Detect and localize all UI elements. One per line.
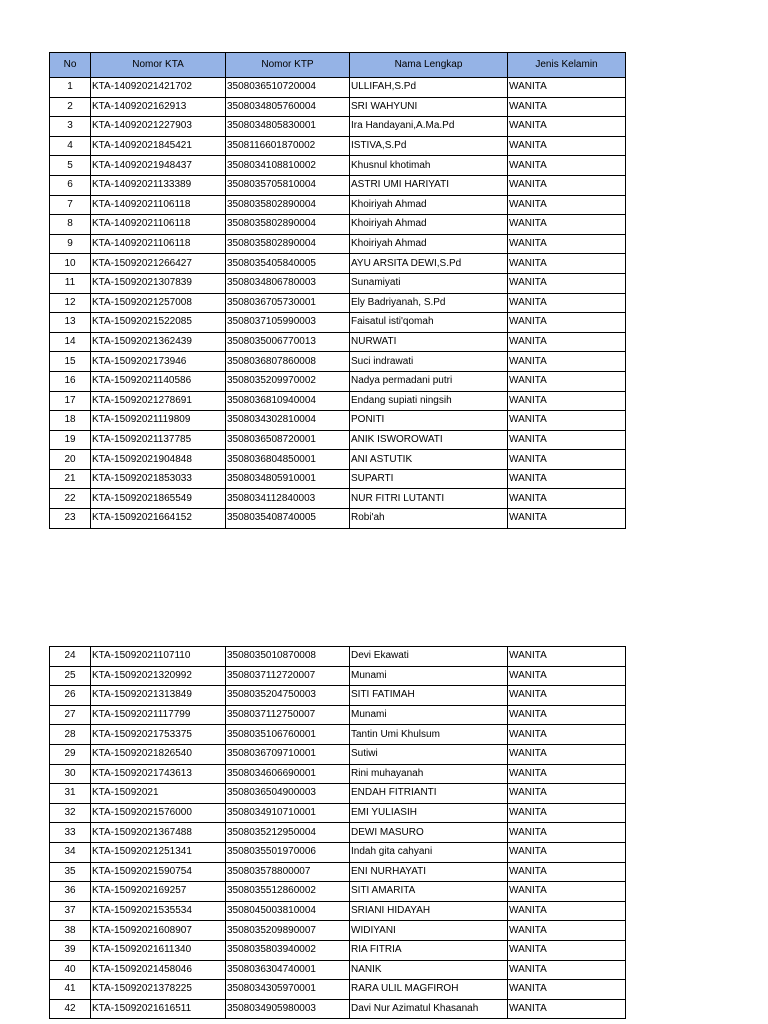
table-row (50, 901, 626, 921)
cell-nomor-kta: KTA-15092021865549 (91, 489, 226, 509)
cell-nomor-kta: KTA-14092021845421 (91, 136, 226, 156)
cell-jenis-kelamin: WANITA (508, 784, 626, 804)
cell-nama-lengkap: Endang supiati ningsih (350, 391, 508, 411)
cell-no: 32 (50, 803, 91, 823)
cell-nama-lengkap: SUPARTI (350, 469, 508, 489)
table-row (50, 489, 626, 509)
cell-jenis-kelamin: WANITA (508, 469, 626, 489)
cell-nomor-ktp: 3508036504900003 (226, 784, 350, 804)
cell-no: 23 (50, 509, 91, 529)
table-row (50, 686, 626, 706)
cell-nama-lengkap: DEWI MASURO (350, 823, 508, 843)
table-row (50, 725, 626, 745)
cell-nama-lengkap: Khoiriyah Ahmad (350, 234, 508, 254)
cell-nama-lengkap: Robi'ah (350, 509, 508, 529)
cell-nomor-kta: KTA-15092021362439 (91, 332, 226, 352)
table-row (50, 803, 626, 823)
table-row (50, 78, 626, 98)
cell-nomor-kta: KTA-14092021133389 (91, 175, 226, 195)
cell-nomor-kta: KTA-15092021 (91, 784, 226, 804)
cell-no: 7 (50, 195, 91, 215)
cell-jenis-kelamin: WANITA (508, 293, 626, 313)
cell-nomor-ktp: 3508035106760001 (226, 725, 350, 745)
cell-jenis-kelamin: WANITA (508, 901, 626, 921)
cell-no: 35 (50, 862, 91, 882)
cell-nomor-ktp: 3508035803940002 (226, 940, 350, 960)
table-row (50, 136, 626, 156)
cell-nama-lengkap: Indah gita cahyani (350, 842, 508, 862)
cell-nomor-kta: KTA-14092021227903 (91, 117, 226, 137)
cell-nomor-ktp: 3508037112750007 (226, 705, 350, 725)
cell-jenis-kelamin: WANITA (508, 705, 626, 725)
cell-jenis-kelamin: WANITA (508, 744, 626, 764)
table-row (50, 273, 626, 293)
table-row (50, 195, 626, 215)
cell-nomor-ktp: 3508035212950004 (226, 823, 350, 843)
cell-no: 42 (50, 999, 91, 1019)
cell-no: 41 (50, 980, 91, 1000)
cell-no: 16 (50, 371, 91, 391)
cell-nomor-ktp: 3508036804850001 (226, 450, 350, 470)
table-row (50, 784, 626, 804)
table-row (50, 411, 626, 431)
cell-nomor-kta: KTA-15092021616511 (91, 999, 226, 1019)
table-row (50, 332, 626, 352)
cell-nomor-kta: KTA-14092021948437 (91, 156, 226, 176)
cell-nomor-ktp: 3508035010870008 (226, 647, 350, 667)
cell-nomor-kta: KTA-15092021137785 (91, 430, 226, 450)
cell-nama-lengkap: SITI FATIMAH (350, 686, 508, 706)
cell-nomor-ktp: 3508034806780003 (226, 273, 350, 293)
cell-nomor-ktp: 3508035405840005 (226, 254, 350, 274)
cell-nama-lengkap: ENDAH FITRIANTI (350, 784, 508, 804)
cell-no: 31 (50, 784, 91, 804)
cell-no: 26 (50, 686, 91, 706)
cell-nomor-ktp: 3508035501970006 (226, 842, 350, 862)
cell-nomor-ktp: 3508034305970001 (226, 980, 350, 1000)
cell-jenis-kelamin: WANITA (508, 980, 626, 1000)
cell-jenis-kelamin: WANITA (508, 764, 626, 784)
cell-no: 8 (50, 215, 91, 235)
table-row (50, 156, 626, 176)
cell-jenis-kelamin: WANITA (508, 156, 626, 176)
cell-nomor-ktp: 3508034108810002 (226, 156, 350, 176)
cell-nama-lengkap: Tantin Umi Khulsum (350, 725, 508, 745)
table-row (50, 744, 626, 764)
cell-no: 11 (50, 273, 91, 293)
cell-nomor-ktp: 3508034805910001 (226, 469, 350, 489)
cell-no: 3 (50, 117, 91, 137)
table-row (50, 921, 626, 941)
table-row (50, 999, 626, 1019)
table-row (50, 430, 626, 450)
cell-no: 20 (50, 450, 91, 470)
table-row (50, 666, 626, 686)
cell-no: 15 (50, 352, 91, 372)
cell-jenis-kelamin: WANITA (508, 921, 626, 941)
cell-no: 9 (50, 234, 91, 254)
cell-jenis-kelamin: WANITA (508, 117, 626, 137)
cell-nomor-kta: KTA-15092021458046 (91, 960, 226, 980)
cell-no: 27 (50, 705, 91, 725)
table-row (50, 960, 626, 980)
cell-no: 13 (50, 313, 91, 333)
cell-nomor-ktp: 350803578800007 (226, 862, 350, 882)
cell-nomor-kta: KTA-15092021904848 (91, 450, 226, 470)
cell-nomor-kta: KTA-15092021367488 (91, 823, 226, 843)
cell-nomor-kta: KTA-15092021266427 (91, 254, 226, 274)
table-row (50, 293, 626, 313)
cell-nama-lengkap: Davi Nur Azimatul Khasanah (350, 999, 508, 1019)
table-header-row (50, 53, 626, 78)
cell-nomor-ktp: 3508035006770013 (226, 332, 350, 352)
cell-jenis-kelamin: WANITA (508, 489, 626, 509)
cell-no: 12 (50, 293, 91, 313)
cell-no: 28 (50, 725, 91, 745)
cell-nomor-ktp: 3508035705810004 (226, 175, 350, 195)
cell-no: 25 (50, 666, 91, 686)
cell-jenis-kelamin: WANITA (508, 273, 626, 293)
cell-nomor-ktp: 3508035802890004 (226, 215, 350, 235)
cell-nama-lengkap: RARA ULIL MAGFIROH (350, 980, 508, 1000)
cell-no: 2 (50, 97, 91, 117)
cell-nama-lengkap: Faisatul isti'qomah (350, 313, 508, 333)
cell-nomor-ktp: 3508036709710001 (226, 744, 350, 764)
cell-nama-lengkap: Sutiwi (350, 744, 508, 764)
cell-no: 17 (50, 391, 91, 411)
cell-nomor-kta: KTA-15092021119809 (91, 411, 226, 431)
table-row (50, 175, 626, 195)
cell-nomor-ktp: 3508036810940004 (226, 391, 350, 411)
table-row (50, 254, 626, 274)
cell-nomor-kta: KTA-14092021106118 (91, 195, 226, 215)
cell-nomor-kta: KTA-15092021576000 (91, 803, 226, 823)
cell-no: 30 (50, 764, 91, 784)
cell-no: 22 (50, 489, 91, 509)
cell-nomor-kta: KTA-14092021106118 (91, 215, 226, 235)
cell-no: 33 (50, 823, 91, 843)
header-nomor-kta: Nomor KTA (91, 53, 226, 78)
cell-jenis-kelamin: WANITA (508, 78, 626, 98)
cell-nomor-ktp: 3508036508720001 (226, 430, 350, 450)
cell-jenis-kelamin: WANITA (508, 999, 626, 1019)
cell-nomor-ktp: 3508034905980003 (226, 999, 350, 1019)
cell-jenis-kelamin: WANITA (508, 234, 626, 254)
table-row (50, 940, 626, 960)
cell-no: 24 (50, 647, 91, 667)
cell-nama-lengkap: ASTRI UMI HARIYATI (350, 175, 508, 195)
cell-nomor-kta: KTA-14092021106118 (91, 234, 226, 254)
cell-nomor-kta: KTA-1509202173946 (91, 352, 226, 372)
cell-no: 19 (50, 430, 91, 450)
table-row (50, 117, 626, 137)
cell-jenis-kelamin: WANITA (508, 882, 626, 902)
cell-jenis-kelamin: WANITA (508, 175, 626, 195)
cell-nama-lengkap: Sunamiyati (350, 273, 508, 293)
cell-jenis-kelamin: WANITA (508, 136, 626, 156)
table-row (50, 862, 626, 882)
cell-nama-lengkap: ANIK ISWOROWATI (350, 430, 508, 450)
cell-no: 4 (50, 136, 91, 156)
cell-nomor-kta: KTA-15092021313849 (91, 686, 226, 706)
cell-no: 37 (50, 901, 91, 921)
cell-nama-lengkap: Khoiriyah Ahmad (350, 215, 508, 235)
cell-nomor-ktp: 3508037112720007 (226, 666, 350, 686)
cell-nomor-ktp: 3508034302810004 (226, 411, 350, 431)
cell-nama-lengkap: ULLIFAH,S.Pd (350, 78, 508, 98)
cell-nomor-ktp: 3508035802890004 (226, 195, 350, 215)
cell-nama-lengkap: Rini muhayanah (350, 764, 508, 784)
cell-nomor-kta: KTA-15092021251341 (91, 842, 226, 862)
cell-nama-lengkap: Nadya permadani putri (350, 371, 508, 391)
cell-nama-lengkap: SRIANI HIDAYAH (350, 901, 508, 921)
cell-nomor-kta: KTA-15092021853033 (91, 469, 226, 489)
table-row (50, 469, 626, 489)
cell-nomor-ktp: 3508035209890007 (226, 921, 350, 941)
cell-nomor-ktp: 3508045003810004 (226, 901, 350, 921)
cell-jenis-kelamin: WANITA (508, 332, 626, 352)
table-row (50, 97, 626, 117)
cell-jenis-kelamin: WANITA (508, 803, 626, 823)
table-row (50, 764, 626, 784)
cell-nama-lengkap: EMI YULIASIH (350, 803, 508, 823)
table-row (50, 705, 626, 725)
cell-jenis-kelamin: WANITA (508, 940, 626, 960)
table-row (50, 215, 626, 235)
cell-nama-lengkap: Ely Badriyanah, S.Pd (350, 293, 508, 313)
cell-nomor-kta: KTA-15092021753375 (91, 725, 226, 745)
cell-nomor-ktp: 3508036304740001 (226, 960, 350, 980)
cell-no: 6 (50, 175, 91, 195)
cell-jenis-kelamin: WANITA (508, 666, 626, 686)
cell-nomor-kta: KTA-1409202162913 (91, 97, 226, 117)
cell-nama-lengkap: NUR FITRI LUTANTI (350, 489, 508, 509)
cell-nomor-kta: KTA-15092021320992 (91, 666, 226, 686)
cell-nomor-ktp: 3508035512860002 (226, 882, 350, 902)
cell-no: 38 (50, 921, 91, 941)
cell-jenis-kelamin: WANITA (508, 686, 626, 706)
cell-nomor-kta: KTA-15092021140586 (91, 371, 226, 391)
cell-jenis-kelamin: WANITA (508, 254, 626, 274)
member-table-1 (49, 52, 626, 529)
cell-no: 1 (50, 78, 91, 98)
cell-jenis-kelamin: WANITA (508, 647, 626, 667)
cell-nama-lengkap: Devi Ekawati (350, 647, 508, 667)
cell-no: 34 (50, 842, 91, 862)
cell-jenis-kelamin: WANITA (508, 352, 626, 372)
header-jenis-kelamin: Jenis Kelamin (508, 53, 626, 78)
table-row (50, 450, 626, 470)
table-row (50, 980, 626, 1000)
cell-nomor-kta: KTA-15092021664152 (91, 509, 226, 529)
table-row (50, 882, 626, 902)
cell-jenis-kelamin: WANITA (508, 215, 626, 235)
table-row (50, 352, 626, 372)
cell-nama-lengkap: RIA FITRIA (350, 940, 508, 960)
header-no: No (50, 53, 91, 78)
cell-nomor-kta: KTA-15092021257008 (91, 293, 226, 313)
cell-no: 18 (50, 411, 91, 431)
cell-nama-lengkap: ISTIVA,S.Pd (350, 136, 508, 156)
cell-jenis-kelamin: WANITA (508, 450, 626, 470)
cell-nama-lengkap: NURWATI (350, 332, 508, 352)
cell-nomor-ktp: 3508034112840003 (226, 489, 350, 509)
cell-jenis-kelamin: WANITA (508, 313, 626, 333)
cell-nomor-kta: KTA-14092021421702 (91, 78, 226, 98)
cell-nama-lengkap: Munami (350, 666, 508, 686)
cell-jenis-kelamin: WANITA (508, 195, 626, 215)
cell-nama-lengkap: Ira Handayani,A.Ma.Pd (350, 117, 508, 137)
table-row (50, 391, 626, 411)
cell-jenis-kelamin: WANITA (508, 960, 626, 980)
cell-nama-lengkap: Khoiriyah Ahmad (350, 195, 508, 215)
cell-jenis-kelamin: WANITA (508, 823, 626, 843)
cell-no: 36 (50, 882, 91, 902)
cell-jenis-kelamin: WANITA (508, 371, 626, 391)
cell-nomor-kta: KTA-15092021117799 (91, 705, 226, 725)
cell-nama-lengkap: ANI ASTUTIK (350, 450, 508, 470)
cell-nomor-kta: KTA-15092021826540 (91, 744, 226, 764)
table-row (50, 371, 626, 391)
cell-jenis-kelamin: WANITA (508, 509, 626, 529)
cell-jenis-kelamin: WANITA (508, 862, 626, 882)
cell-nama-lengkap: Suci indrawati (350, 352, 508, 372)
cell-nomor-kta: KTA-15092021278691 (91, 391, 226, 411)
cell-nomor-ktp: 3508036510720004 (226, 78, 350, 98)
cell-jenis-kelamin: WANITA (508, 725, 626, 745)
cell-nomor-kta: KTA-15092021378225 (91, 980, 226, 1000)
cell-nomor-ktp: 3508034606690001 (226, 764, 350, 784)
cell-nomor-kta: KTA-15092021522085 (91, 313, 226, 333)
cell-nomor-ktp: 3508035408740005 (226, 509, 350, 529)
table-row (50, 647, 626, 667)
cell-nomor-ktp: 3508034805830001 (226, 117, 350, 137)
cell-nomor-ktp: 3508034910710001 (226, 803, 350, 823)
cell-nama-lengkap: SITI AMARITA (350, 882, 508, 902)
header-nama-lengkap: Nama Lengkap (350, 53, 508, 78)
cell-nomor-ktp: 3508036807860008 (226, 352, 350, 372)
cell-no: 29 (50, 744, 91, 764)
cell-nama-lengkap: AYU ARSITA DEWI,S.Pd (350, 254, 508, 274)
table-row (50, 234, 626, 254)
cell-no: 10 (50, 254, 91, 274)
member-table-2 (49, 646, 626, 1019)
cell-nama-lengkap: PONITI (350, 411, 508, 431)
cell-nomor-ktp: 3508035204750003 (226, 686, 350, 706)
cell-nomor-kta: KTA-15092021608907 (91, 921, 226, 941)
table-row (50, 842, 626, 862)
cell-no: 14 (50, 332, 91, 352)
cell-nomor-kta: KTA-15092021107110 (91, 647, 226, 667)
cell-jenis-kelamin: WANITA (508, 842, 626, 862)
table-row (50, 313, 626, 333)
cell-nomor-kta: KTA-15092021611340 (91, 940, 226, 960)
cell-jenis-kelamin: WANITA (508, 391, 626, 411)
cell-nama-lengkap: Khusnul khotimah (350, 156, 508, 176)
cell-nomor-kta: KTA-15092021590754 (91, 862, 226, 882)
cell-nomor-ktp: 3508037105990003 (226, 313, 350, 333)
cell-nama-lengkap: WIDIYANI (350, 921, 508, 941)
cell-nama-lengkap: NANIK (350, 960, 508, 980)
cell-jenis-kelamin: WANITA (508, 97, 626, 117)
cell-nomor-kta: KTA-15092021743613 (91, 764, 226, 784)
cell-nama-lengkap: Munami (350, 705, 508, 725)
cell-jenis-kelamin: WANITA (508, 430, 626, 450)
table-row (50, 509, 626, 529)
cell-nomor-kta: KTA-15092021307839 (91, 273, 226, 293)
cell-jenis-kelamin: WANITA (508, 411, 626, 431)
cell-nama-lengkap: ENI NURHAYATI (350, 862, 508, 882)
header-nomor-ktp: Nomor KTP (226, 53, 350, 78)
cell-no: 21 (50, 469, 91, 489)
cell-nomor-ktp: 3508035802890004 (226, 234, 350, 254)
cell-no: 5 (50, 156, 91, 176)
cell-nomor-kta: KTA-15092021535534 (91, 901, 226, 921)
cell-no: 40 (50, 960, 91, 980)
cell-nomor-ktp: 3508036705730001 (226, 293, 350, 313)
cell-nomor-ktp: 3508034805760004 (226, 97, 350, 117)
table-row (50, 823, 626, 843)
cell-nomor-kta: KTA-1509202169257 (91, 882, 226, 902)
cell-no: 39 (50, 940, 91, 960)
cell-nomor-ktp: 3508116601870002 (226, 136, 350, 156)
cell-nomor-ktp: 3508035209970002 (226, 371, 350, 391)
cell-nama-lengkap: SRI WAHYUNI (350, 97, 508, 117)
